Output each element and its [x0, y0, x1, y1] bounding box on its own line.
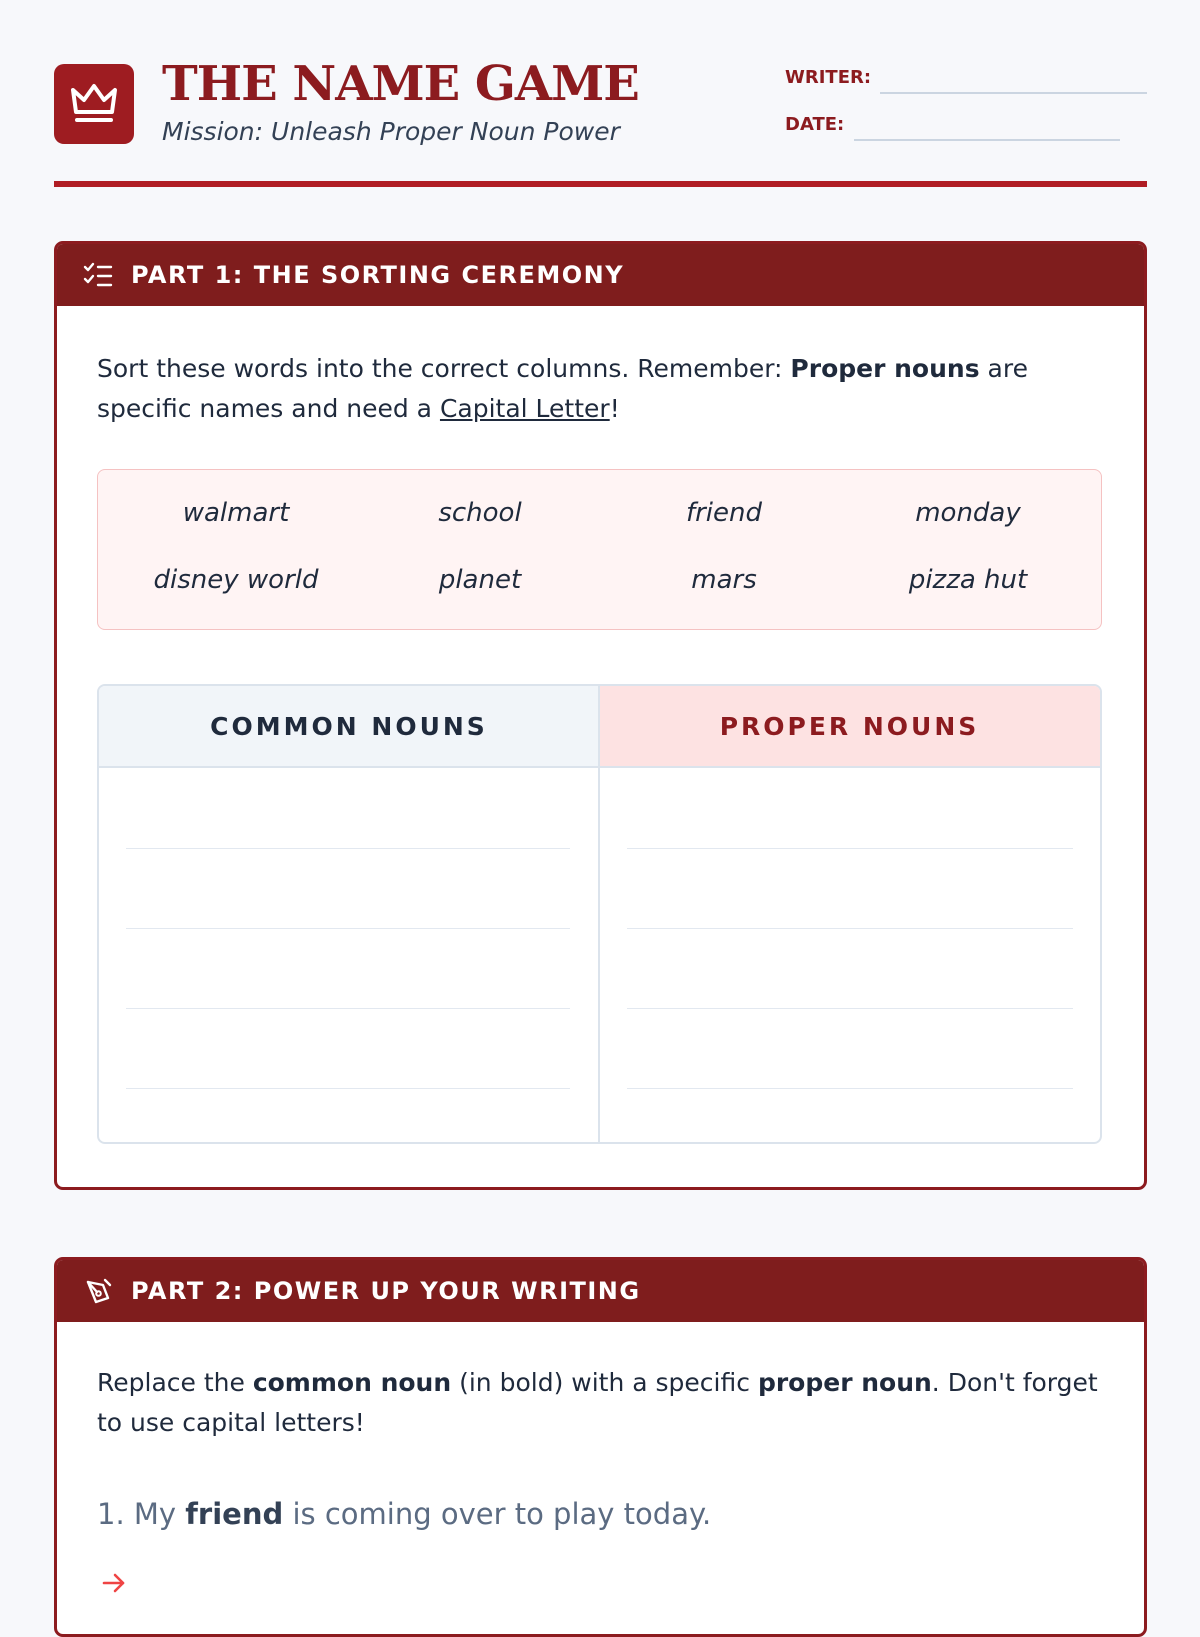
proper-noun-line[interactable]: [627, 928, 1073, 929]
common-noun-line[interactable]: [126, 1008, 570, 1009]
common-noun-line[interactable]: [126, 1088, 570, 1089]
crown-icon: [54, 64, 134, 144]
proper-nouns-header: PROPER NOUNS: [599, 686, 1100, 768]
word-bank-item: monday: [915, 498, 1021, 528]
part1-panel: [54, 241, 1147, 1190]
part1-title: PART 1: THE SORTING CEREMONY: [131, 261, 625, 289]
arrow-right-icon: [101, 1570, 127, 1596]
pen-icon: [83, 1276, 113, 1306]
word-bank-item: pizza hut: [908, 565, 1028, 595]
checklist-icon: [83, 260, 113, 290]
word-bank-item: mars: [691, 565, 757, 595]
part1-instructions: Sort these words into the correct columns. Remember: Proper nouns are specific names and need a Capital Letter!: [97, 354, 1028, 423]
part2-instructions: Replace the common noun (in bold) with a specific proper noun. Don't forget to use capital letters!: [97, 1368, 1098, 1437]
writer-label: WRITER:: [785, 67, 872, 88]
sentence-1: 1. My friend is coming over to play today.: [97, 1497, 712, 1531]
column-divider: [598, 686, 600, 1142]
date-label: DATE:: [785, 114, 845, 135]
part1-header: [57, 244, 1144, 306]
word-bank-item: walmart: [182, 498, 290, 528]
common-noun-line[interactable]: [126, 848, 570, 849]
word-bank-item: disney world: [153, 565, 319, 595]
word-bank-item: friend: [685, 498, 763, 528]
part2-title: PART 2: POWER UP YOUR WRITING: [131, 1277, 641, 1305]
date-field[interactable]: [854, 139, 1120, 141]
word-bank: [97, 469, 1102, 630]
proper-noun-line[interactable]: [627, 1008, 1073, 1009]
part2-panel: [54, 1257, 1147, 1637]
part2-header: [57, 1260, 1144, 1322]
word-bank-item: planet: [438, 565, 522, 595]
common-noun-line[interactable]: [126, 928, 570, 929]
page-title: THE NAME GAME: [162, 56, 639, 112]
writer-field[interactable]: [880, 92, 1147, 94]
word-bank-item: school: [438, 498, 522, 528]
proper-noun-line[interactable]: [627, 1088, 1073, 1089]
sorting-table: [97, 684, 1102, 1144]
page-subtitle: Mission: Unleash Proper Noun Power: [162, 117, 620, 146]
common-nouns-header: COMMON NOUNS: [99, 686, 599, 768]
proper-noun-line[interactable]: [627, 848, 1073, 849]
worksheet-header: [54, 56, 1147, 187]
